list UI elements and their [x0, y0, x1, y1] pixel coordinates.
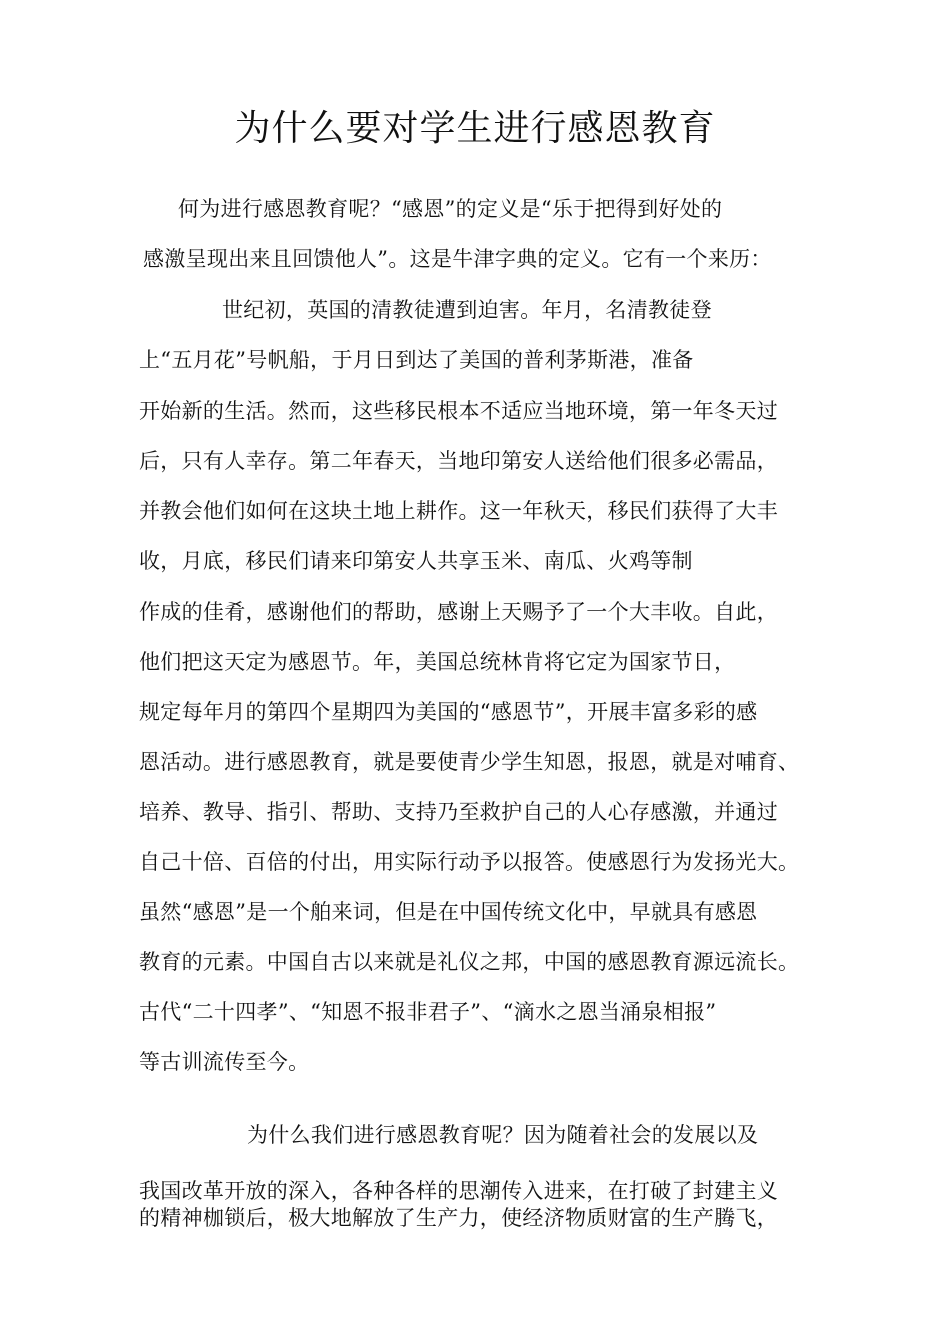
text-line: 培养、教导、指引、帮助、支持乃至救护自己的人心存感激，并通过 [139, 800, 778, 824]
text-line: 规定每年月的第四个星期四为美国的“感恩节”，开展丰富多彩的感 [139, 700, 758, 724]
text-line: 何为进行感恩教育呢？“感恩”的定义是“乐于把得到好处的 [178, 197, 723, 221]
text-line: 为什么我们进行感恩教育呢？因为随着社会的发展以及 [247, 1123, 759, 1147]
text-line: 上“五月花”号帆船，于月日到达了美国的普利茅斯港，准备 [139, 348, 694, 372]
text-line: 后，只有人幸存。第二年春天，当地印第安人送给他们很多必需品， [139, 449, 778, 473]
text-line: 他们把这天定为感恩节。年，美国总统林肯将它定为国家节日， [139, 650, 736, 674]
text-line: 作成的佳肴，感谢他们的帮助，感谢上天赐予了一个大丰收。自此， [139, 600, 778, 624]
text-line: 开始新的生活。然而，这些移民根本不适应当地环境，第一年冬天过 [139, 399, 778, 423]
document-title: 为什么要对学生进行感恩教育 [234, 108, 716, 149]
text-line: 虽然“感恩”是一个舶来词，但是在中国传统文化中，早就具有感恩 [139, 900, 758, 924]
text-line: 世纪初，英国的清教徒遭到迫害。年月，名清教徒登 [222, 298, 712, 322]
text-line: 收，月底，移民们请来印第安人共享玉米、南瓜、火鸡等制 [139, 549, 693, 573]
text-line: 恩活动。进行感恩教育，就是要使青少学生知恩，报恩，就是对哺育、 [139, 750, 800, 774]
text-line: 等古训流传至今。 [139, 1050, 310, 1074]
text-line: 的精神枷锁后，极大地解放了生产力，使经济物质财富的生产腾飞， [139, 1206, 778, 1230]
text-line: 古代“二十四孝”、“知恩不报非君子”、“滴水之恩当涌泉相报” [139, 1000, 717, 1024]
text-line: 教育的元素。中国自古以来就是礼仪之邦，中国的感恩教育源远流长。 [139, 950, 800, 974]
text-line: 感激呈现出来且回馈他人”。这是牛津字典的定义。它有一个来历： [143, 247, 772, 271]
text-line: 自己十倍、百倍的付出，用实际行动予以报答。使感恩行为发扬光大。 [139, 850, 800, 874]
text-line: 并教会他们如何在这块土地上耕作。这一年秋天，移民们获得了大丰 [139, 499, 778, 523]
text-line: 我国改革开放的深入，各种各样的思潮传入进来，在打破了封建主义 [139, 1179, 778, 1203]
